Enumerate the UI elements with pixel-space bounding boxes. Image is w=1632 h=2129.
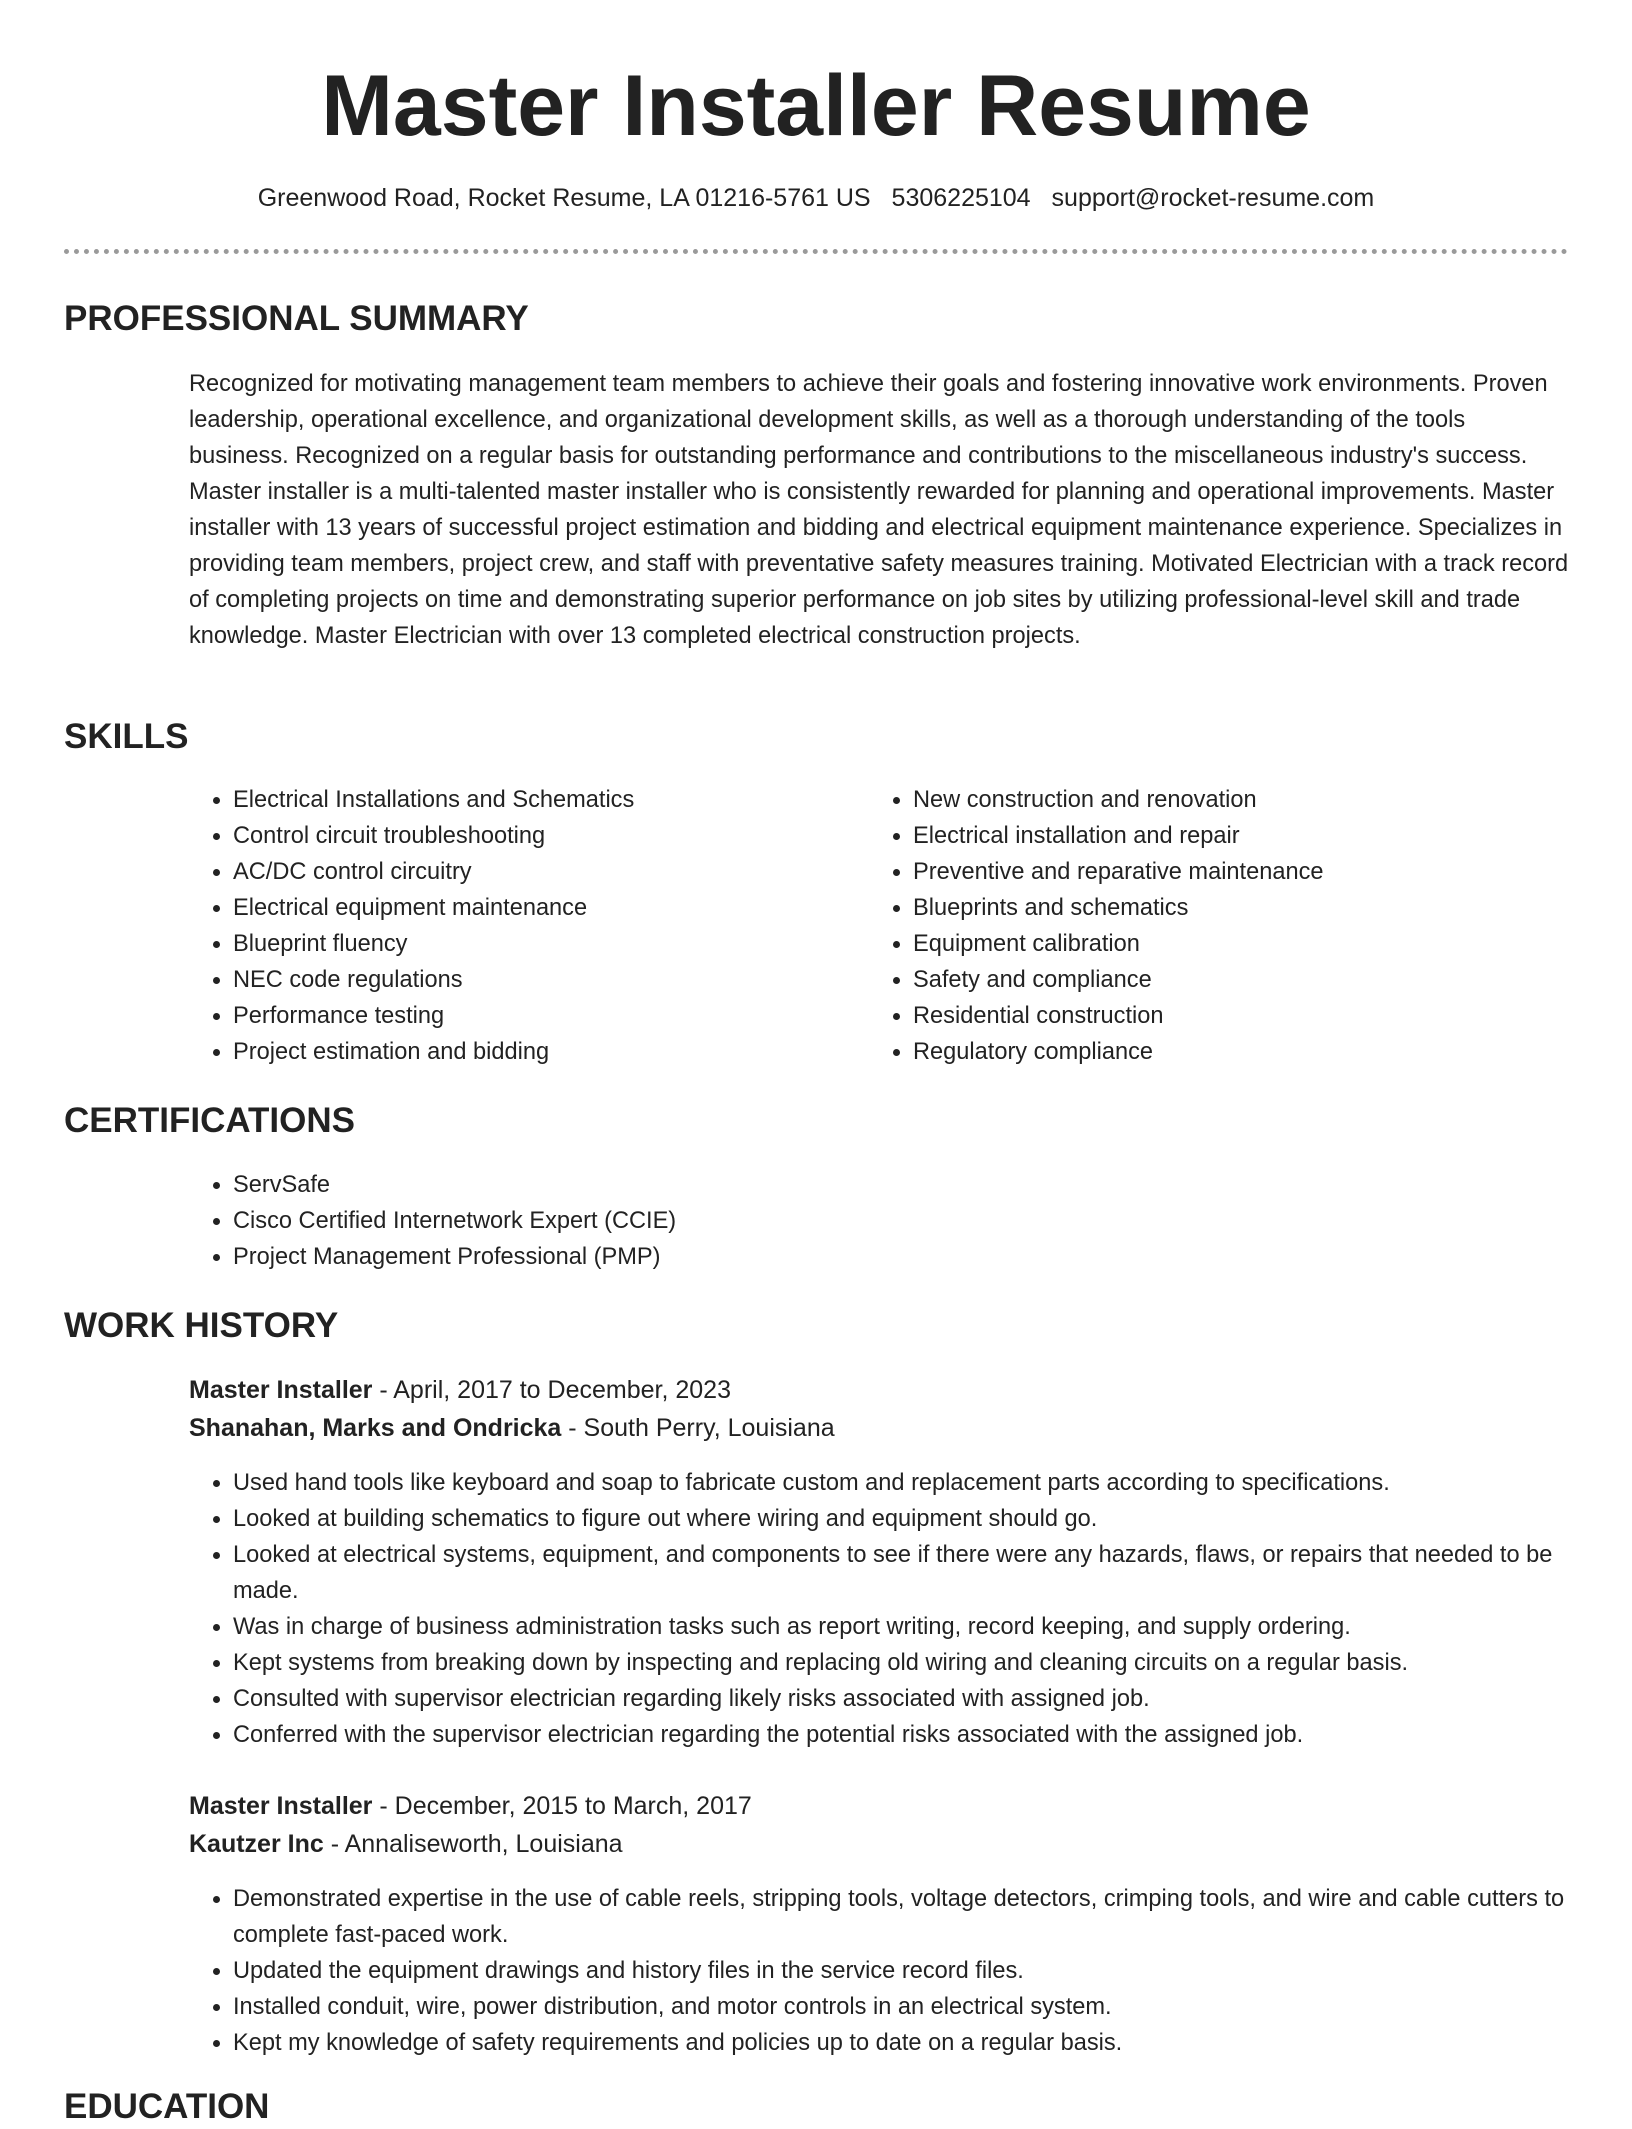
list-item: • New construction and renovation <box>913 782 1553 818</box>
skills-list-left <box>189 782 853 1070</box>
list-item: • Looked at electrical systems, equipment, and components to see if there were any hazards, flaws, or repairs that needed to be made. <box>233 1537 1613 1609</box>
list-item: • Conferred with the supervisor electrician regarding the potential risks associated with the assigned job. <box>233 1717 1613 1753</box>
list-item: • Looked at building schematics to figure out where wiring and equipment should go. <box>233 1501 1613 1537</box>
job-2-company: Kautzer Inc <box>189 1830 324 1858</box>
resume-title: Master Installer Resume <box>321 58 1311 154</box>
section-title-skills: SKILLS <box>64 717 189 756</box>
job-1-dates: - April, 2017 to December, 2023 <box>372 1376 731 1404</box>
list-item: • Safety and compliance <box>913 962 1553 998</box>
job-1-role: Master Installer <box>189 1376 373 1404</box>
list-item: • Was in charge of business administration tasks such as report writing, record keeping, and supply ordering. <box>233 1609 1613 1645</box>
list-item: • Kept systems from breaking down by inspecting and replacing old wiring and cleaning circuits on a regular basis. <box>233 1645 1613 1681</box>
list-item: • Blueprint fluency <box>233 926 853 962</box>
header-divider <box>64 249 1568 254</box>
skills-list-right <box>869 782 1553 1070</box>
list-item: • Electrical equipment maintenance <box>233 890 853 926</box>
job-1-bullets <box>189 1465 1613 1753</box>
section-title-education: EDUCATION <box>64 2087 270 2126</box>
list-item: • Performance testing <box>233 998 853 1034</box>
list-item: • Regulatory compliance <box>913 1034 1553 1070</box>
job-2-location: - Annaliseworth, Louisiana <box>323 1830 623 1858</box>
list-item: • Preventive and reparative maintenance <box>913 854 1553 890</box>
section-title-work-history: WORK HISTORY <box>64 1306 339 1345</box>
list-item: • Kept my knowledge of safety requirements and policies up to date on a regular basis. <box>233 2025 1613 2061</box>
list-item: • Control circuit troubleshooting <box>233 818 853 854</box>
list-item: • NEC code regulations <box>233 962 853 998</box>
list-item: • Electrical Installations and Schematics <box>233 782 853 818</box>
job-1-location: - South Perry, Louisiana <box>561 1414 835 1442</box>
job-2-role-line <box>189 1787 752 1825</box>
list-item: • Residential construction <box>913 998 1553 1034</box>
list-item: • Project estimation and bidding <box>233 1034 853 1070</box>
summary-text: Recognized for motivating management team members to achieve their goals and fostering innovative work environments. Proven leadership, operational excellence, and organizational development skills, as well as a thorough understanding of the tools business. Recognized on a regular basis for outstanding performance and contributions to the miscellaneous industry's success. Master installer is a multi-talented master installer who is consistently rewarded for planning and operational improvements. Master installer with 13 years of successful project estimation and bidding and electrical equipment maintenance experience. Specializes in providing team members, project crew, and staff with preventative safety measures training. Motivated Electrician with a track record of completing projects on time and demonstrating superior performance on job sites by utilizing professional-level skill and trade knowledge. Master Electrician with over 13 completed electrical construction projects. <box>189 371 1569 649</box>
contact-address: Greenwood Road, Rocket Resume, LA 01216-5761 US <box>257 184 871 212</box>
list-item: • Installed conduit, wire, power distribution, and motor controls in an electrical system. <box>233 1989 1613 2025</box>
list-item: • Equipment calibration <box>913 926 1553 962</box>
certifications-list <box>189 1167 1613 1275</box>
contact-phone: 5306225104 <box>891 184 1031 212</box>
list-item: • Used hand tools like keyboard and soap to fabricate custom and replacement parts according to specifications. <box>233 1465 1613 1501</box>
contact-line <box>0 180 1632 216</box>
list-item: • Consulted with supervisor electrician regarding likely risks associated with assigned job. <box>233 1681 1613 1717</box>
list-item: • Demonstrated expertise in the use of cable reels, stripping tools, voltage detectors, crimping tools, and wire and cable cutters to complete fast-paced work. <box>233 1881 1613 1953</box>
list-item: • ServSafe <box>233 1167 1613 1203</box>
list-item: • Project Management Professional (PMP) <box>233 1239 1613 1275</box>
job-2-bullets <box>189 1881 1613 2061</box>
section-title-certifications: CERTIFICATIONS <box>64 1101 356 1140</box>
job-2-role: Master Installer <box>189 1792 373 1820</box>
list-item: • Electrical installation and repair <box>913 818 1553 854</box>
list-item: • Cisco Certified Internetwork Expert (CCIE) <box>233 1203 1613 1239</box>
job-1-company-line <box>189 1409 835 1447</box>
list-item: • Updated the equipment drawings and history files in the service record files. <box>233 1953 1613 1989</box>
job-1-role-line <box>189 1371 731 1409</box>
list-item: • Blueprints and schematics <box>913 890 1553 926</box>
contact-email: support@rocket-resume.com <box>1051 184 1375 212</box>
job-2-dates: - December, 2015 to March, 2017 <box>372 1792 752 1820</box>
job-1-company: Shanahan, Marks and Ondricka <box>189 1414 562 1442</box>
job-2-company-line <box>189 1825 623 1863</box>
section-title-summary: PROFESSIONAL SUMMARY <box>64 299 529 338</box>
list-item: • AC/DC control circuitry <box>233 854 853 890</box>
